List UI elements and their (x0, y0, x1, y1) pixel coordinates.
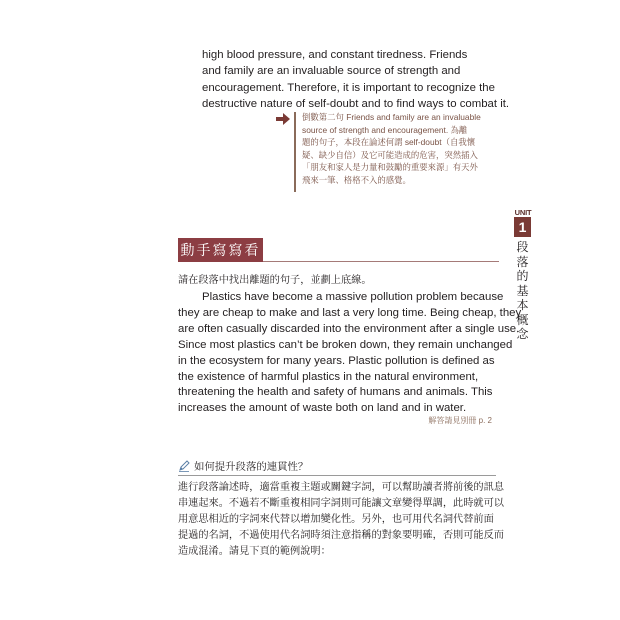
unit-title-char: 概 (516, 312, 529, 327)
unit-title-char: 念 (516, 327, 529, 341)
exercise-instruction: 請在段落中找出離題的句子，並劃上底線。 (178, 275, 372, 286)
unit-title-char: 的 (516, 269, 529, 283)
top-paragraph-line: and family are an invaluable source of strength and (202, 65, 461, 78)
unit-label: UNIT (514, 208, 532, 217)
unit-title-char: 落 (516, 254, 529, 269)
pencil-icon (178, 460, 190, 472)
top-paragraph-line: encouragement. Therefore, it is important to recognize the (202, 81, 495, 94)
unit-title-char: 基 (516, 283, 529, 298)
paragraph-line: Plastics have become a massive pollution problem because (202, 291, 504, 303)
exercise-divider (263, 261, 499, 262)
section-body (178, 480, 504, 560)
section-heading: 如何提升段落的連貫性？ (194, 462, 309, 473)
explanation-note (302, 111, 512, 187)
paragraph-line: in the ecosystem for many years. Plastic pollution is defined as (178, 354, 495, 367)
note-divider (294, 112, 296, 192)
paragraph-line: they are cheap to make and last a very long time. Being cheap, they (178, 306, 522, 319)
paragraph-line: the existence of harmful plastics in the natural environment, (178, 370, 479, 383)
note-line: source of strength and encouragement. 為離 (302, 124, 468, 135)
top-paragraph-line: destructive nature of self-doubt and to find ways to combat it. (202, 98, 510, 111)
unit-number: 1 (514, 217, 531, 237)
top-paragraph (202, 47, 510, 113)
note-line: 疑、缺少自信）及它可能造成的危害，突然插入 (302, 149, 478, 160)
unit-title-char: 段 (516, 240, 529, 254)
body-line: 進行段落論述時，適當重複主題或關鍵字詞，可以幫助讀者將前後的訊息 (178, 482, 504, 493)
unit-title-char: 本 (516, 298, 529, 312)
note-line: 題的句子，本段在論述何謂 self-doubt（自我懷 (302, 137, 476, 148)
paragraph-line: Since most plastics can’t be broken down, they remain unchanged (178, 338, 513, 351)
body-line: 用意思相近的字詞來代替以增加變化性。另外，也可用代名詞代替前面 (178, 514, 494, 525)
body-line: 串連起來。不過若不斷重複相同字詞則可能讓文章變得單調，此時就可以 (178, 498, 504, 509)
body-line: 提過的名詞，不過使用代名詞時須注意指稱的對象要明確，否則可能反而 (178, 530, 504, 541)
arrow-right-icon (276, 113, 290, 125)
note-line: 倒數第二句 Friends and family are an invaluable (302, 112, 481, 122)
note-line: 飛來一筆、格格不入的感覺。 (302, 174, 411, 185)
paragraph-line: threatening the health and safety of humans and animals. This (178, 386, 493, 399)
body-line: 造成混淆。請見下頁的範例說明： (178, 546, 331, 557)
paragraph-line: increases the amount of waste both on land and in water. (178, 402, 467, 415)
note-line: 「朋友和家人是力量和鼓勵的重要來源」有天外 (302, 162, 478, 173)
exercise-paragraph (178, 290, 522, 417)
section-divider (178, 475, 496, 476)
paragraph-line: are often casually discarded into the environment after a single use. (178, 322, 520, 335)
answer-reference: 解答請見別冊 p. 2 (428, 416, 492, 425)
exercise-header: 動手寫寫看 (178, 238, 263, 262)
top-paragraph-line: high blood pressure, and constant tiredness. Friends (202, 49, 468, 61)
